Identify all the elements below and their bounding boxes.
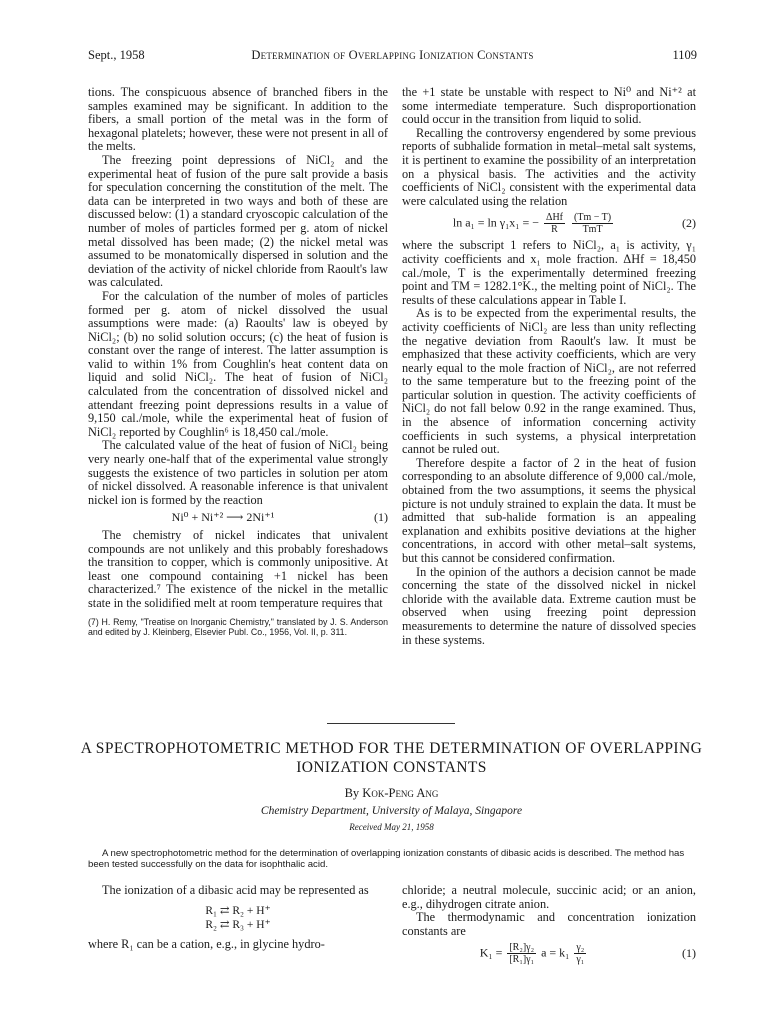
right-paragraph-5: Therefore despite a factor of 2 in the heat of fusion corresponding to an absolute difference of 9,000 cal./mole, obtained from the two assumptions, it seems the physical picture is not unduly strained to explain the data. It must be admitted that sub-halide formation is an appealing explanation and exhibits positive deviations at the higher concentrations, in accord with other metal–salt systems, but this cannot be considered confirmation.: [402, 455, 696, 565]
article-received-date: Received May 21, 1958: [349, 822, 434, 832]
right-paragraph-2: Recalling the controversy engendered by some previous reports of subhalide formation in metal–metal salt systems, it is pertinent to examine the possibility of an interpretation on a physical basis. The activities and the activity coefficients of NiCl₂ consistent with the experimental data were calculated using the relation: [402, 125, 696, 208]
equation-k1-fraction-2: [574, 942, 586, 965]
equation-k1-number: (1): [682, 946, 696, 961]
article-left-column: [88, 884, 388, 951]
byline-by: By: [344, 786, 360, 800]
page-header: [88, 48, 697, 66]
article-right-paragraph-2: The thermodynamic and concentration ionization constants are: [402, 910, 696, 938]
equation-k1-den-2: γ₁: [576, 954, 585, 966]
article-left-paragraph-1: The ionization of a dibasic acid may be represented as: [102, 883, 369, 897]
right-paragraph-4: As is to be expected from the experimental results, the activity coefficients of NiCl₂ are less than unity reflecting the negative deviation from Raoult's law. It must be emphasized that these activity coefficients, which are very nearly equal to the mole fraction of NiCl₂, are not referred to the same temperature but to the freezing point of the particular solution in question. The activity coefficients of NiCl₂ do not fall below 0.92 in the range examined. Thus, in the absence of information concerning activity coefficients in such systems, a physical interpretation cannot be ruled out.: [402, 306, 696, 457]
equation-1-body: Ni⁰ + Ni⁺² ⟶ 2Ni⁺¹: [171, 510, 275, 525]
right-paragraph-3: where the subscript 1 refers to NiCl₂, a₁ is activity, γ₁ activity coefficients and x₁ mole fraction. ΔHf = 18,450 cal./mole, T is the experimentally determined freezing point and TM = 1282.1°K., the melting point of NiCl₂. The results of these calculations appear in Table I.: [402, 238, 696, 307]
equation-2-num-2: (Tm − T): [574, 212, 612, 224]
article-right-column: [402, 884, 696, 969]
equation-k1-num-1: [R₂]γ₂: [509, 942, 535, 954]
header-date: Sept., 1958: [88, 48, 145, 62]
header-running-title: Determination of Overlapping Ionization Constants: [251, 48, 534, 62]
equation-2-den-2: TmT: [582, 224, 603, 236]
equation-k1: [402, 942, 696, 965]
article-affiliation: Chemistry Department, University of Malaya, Singapore: [260, 805, 523, 817]
footnote-7: (7) H. Remy, "Treatise on Inorganic Chemistry," translated by J. S. Anderson and edited by J. Kleinberg, Elsevier Publ. Co., 1956, Vol. II, p. 311.: [88, 616, 388, 637]
right-paragraph-6: In the opinion of the authors a decision cannot be made concerning the state of the dissolved nickel in nickel chloride with the available data. Extreme caution must be observed when using freezing point depression measurements to determine the nature of dissolved species in these systems.: [402, 564, 696, 647]
equation-2-fraction-2: [572, 212, 613, 235]
equation-2-lhs: ln a₁ = ln γ₁x₁ = −: [452, 215, 540, 230]
article-title: A SPECTROPHOTOMETRIC METHOD FOR THE DETERMINATION OF OVERLAPPING IONIZATION CONSTANTS: [80, 740, 703, 776]
left-paragraph-1: tions. The conspicuous absence of branched fibers in the samples examined may be significant. In addition to the fibers, a small portion of the metal was in the form of hexagonal platelets; however, these were not present in all of the melts.: [88, 85, 388, 154]
section-divider: [327, 723, 455, 724]
equation-k1-body: [402, 942, 666, 965]
equation-k1-lhs: K₁ =: [479, 945, 503, 960]
reaction-2: R₂ ⇄ R₃ + H⁺: [205, 918, 271, 931]
equation-2-fraction-1: [544, 212, 565, 235]
equation-1: [88, 511, 388, 525]
right-column: [402, 86, 696, 647]
equation-k1-den-1: [R₁]γ₁: [509, 954, 535, 966]
article-byline: [0, 786, 783, 801]
reaction-1: R₁ ⇄ R₂ + H⁺: [205, 904, 271, 917]
abstract-text: A new spectrophotometric method for the determination of overlapping ionization constants of dibasic acids is described. The method has been tested successfully on the data for isophthalic acid.: [88, 848, 685, 870]
equation-2-number: (2): [682, 216, 696, 231]
left-paragraph-3: For the calculation of the number of moles of particles formed per g. atom of nickel dissolved the usual assumptions were made: (a) Raoults' law is obeyed by NiCl₂; (b) no solid solution occurs; (c) the heat of fusion is constant over the range of interest. The latter assumption is valid to within 1% from Coughlin's heat content data on liquid and solid NiCl₂. The heat of fusion of NiCl₂ calculated from the concentration of dissolved nickel and attendant freezing point depressions results in a value of 9,150 cal./mole, while the experimental heat of fusion of NiCl₂ reported by Coughlin⁶ is 18,450 cal./mole.: [88, 288, 388, 439]
equation-2-num-1: ΔHf: [546, 212, 563, 224]
left-paragraph-5: The chemistry of nickel indicates that univalent compounds are not unlikely and this probably foreshadows the transition to copper, which is commonly unipositive. At least one compound containing +1 nickel has been characterized.⁷ The existence of the nickel in the metallic state in the solidified melt at room temperature requires that: [88, 528, 388, 610]
equation-2-body: [402, 212, 666, 235]
article-abstract: [88, 848, 696, 870]
equation-2-den-1: R: [551, 224, 558, 236]
equation-k1-num-2: γ₂: [576, 942, 585, 954]
article-author: Kok-Peng Ang: [362, 786, 439, 800]
article-left-paragraph-2: where R₁ can be a cation, e.g., in glycine hydro-: [88, 936, 325, 951]
equation-k1-mid: a = k₁: [541, 945, 570, 960]
right-paragraph-1: the +1 state be unstable with respect to Ni⁰ and Ni⁺² at some intermediate temperature. Such disproportionation could occur in the transition from liquid to solid.: [402, 85, 696, 127]
equation-1-number: (1): [374, 510, 388, 525]
equation-k1-fraction-1: [507, 942, 536, 965]
article-right-paragraph-1: chloride; a neutral molecule, succinic acid; or an anion, e.g., dihydrogen citrate anion.: [402, 883, 696, 911]
left-column: [88, 86, 388, 637]
reaction-scheme: [88, 904, 388, 932]
left-paragraph-4: The calculated value of the heat of fusion of NiCl₂ being very nearly one-half that of the experimental value strongly suggests the existence of two particles in solution per atom of nickel dissolved. A reasonable inference is that univalent nickel ion is formed by the reaction: [88, 438, 388, 507]
equation-2: [402, 212, 696, 235]
header-page-number: 1109: [672, 48, 697, 62]
left-paragraph-2: The freezing point depressions of NiCl₂ and the experimental heat of fusion of the pure salt provide a basis for speculation concerning the constitution of the melt. The data can be interpreted in two ways and both of these are discussed below: (1) a standard cryoscopic calculation of the number of moles of particles formed per g. atom of nickel metal dissolved has been made; (2) the nickel metal was assumed to be monatomically dispersed in solution and the deviation of the activity of nickel chloride from Raoult's law was calculated.: [88, 152, 388, 290]
